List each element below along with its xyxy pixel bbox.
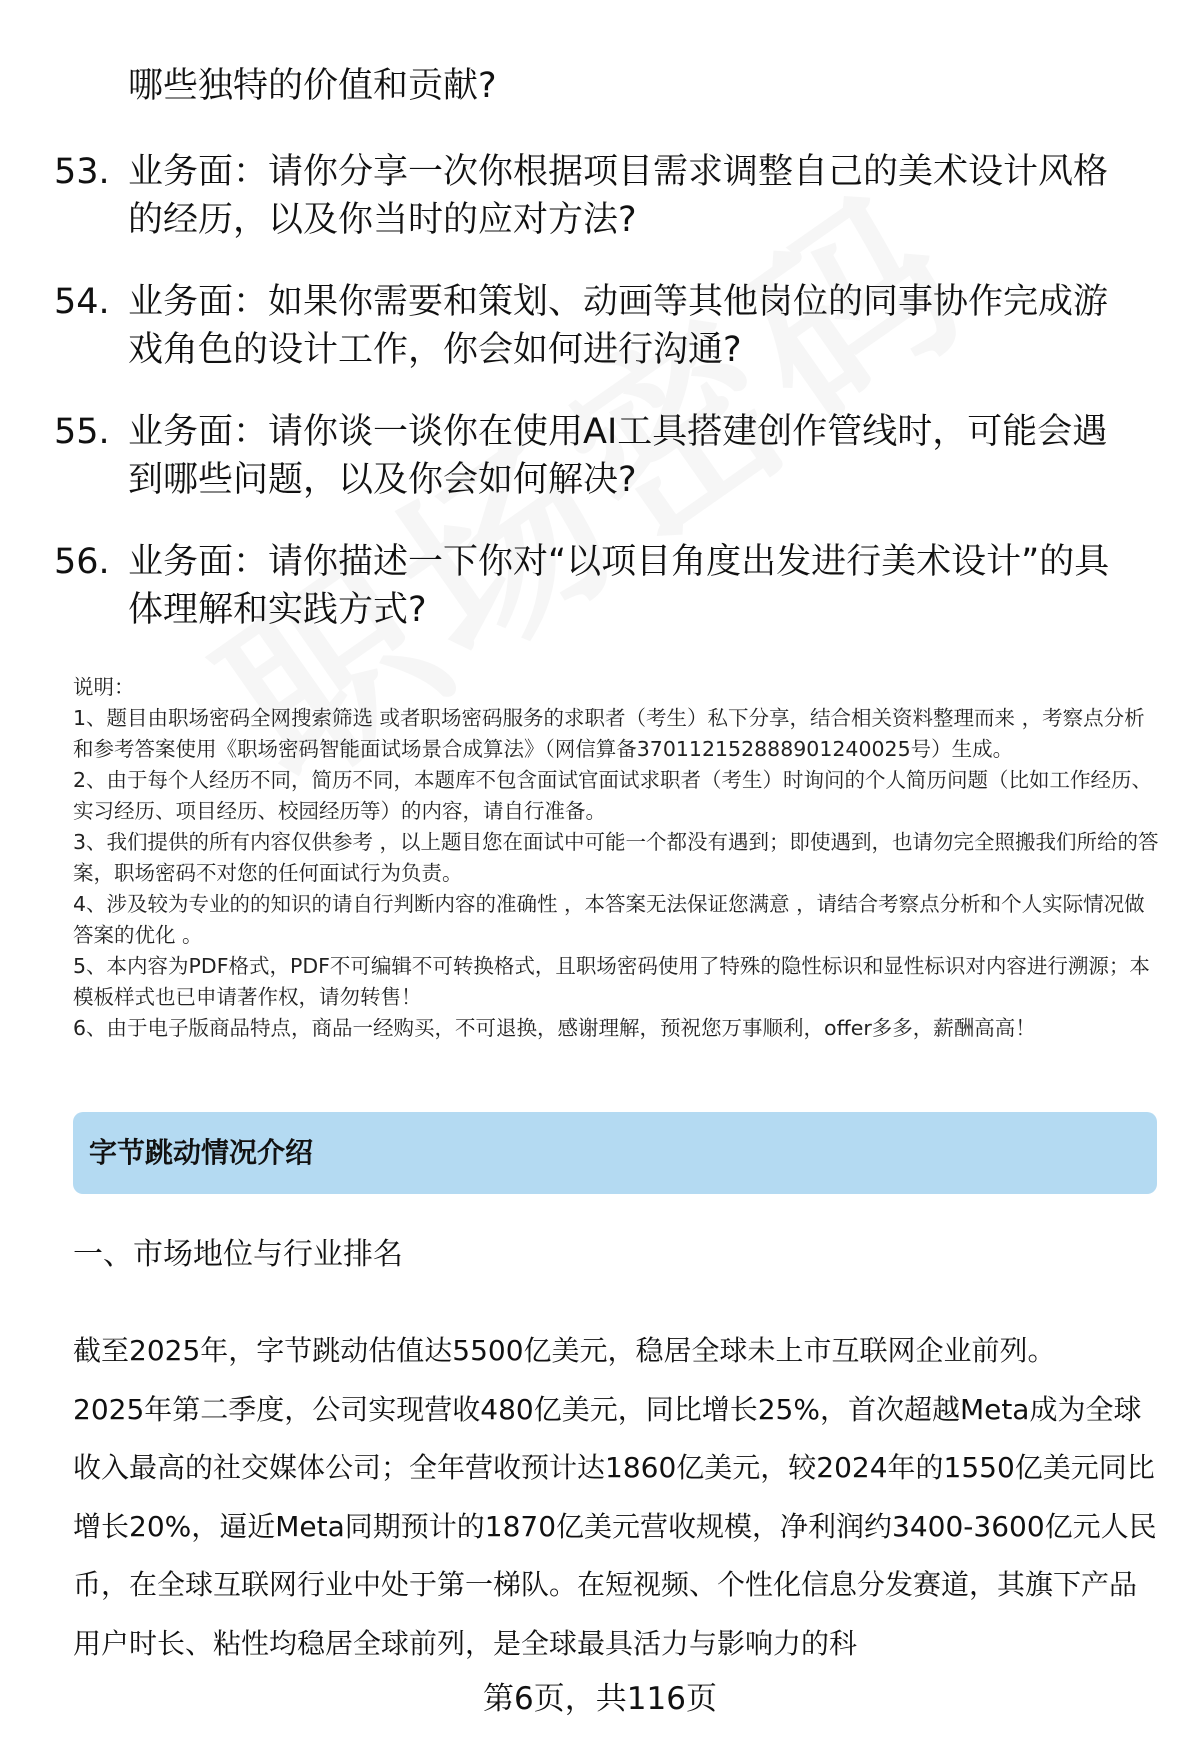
notes-block xyxy=(73,672,1163,1044)
note-item: 1、题目由职场密码全网搜索筛选 或者职场密码服务的求职者（考生）私下分享，结合相关资料整理而来 ，考察点分析和参考答案使用《职场密码智能面试场景合成算法》（网信算备370112152888901240025号）生成。 xyxy=(73,706,1145,761)
question-54 xyxy=(0,278,1200,378)
question-text: 业务面：如果你需要和策划、动画等其他岗位的同事协作完成游戏角色的设计工作，你会如何进行沟通? xyxy=(128,282,1109,370)
question-number: 54. xyxy=(54,282,110,322)
note-item: 3、我们提供的所有内容仅供参考 ，以上题目您在面试中可能一个都没有遇到；即使遇到，也请勿完全照搬我们所给的答案，职场密码不对您的任何面试行为负责。 xyxy=(73,830,1159,885)
paragraph: 截至2025年，字节跳动估值达5500亿美元，稳居全球未上市互联网企业前列。 xyxy=(73,1334,1056,1367)
section-title: 字节跳动情况介绍 xyxy=(89,1136,314,1169)
section-header xyxy=(73,1112,1157,1194)
question-number: 55. xyxy=(54,412,110,452)
question-number: 53. xyxy=(54,152,110,192)
note-item: 5、本内容为PDF格式，PDF不可编辑不可转换格式，且职场密码使用了特殊的隐性标识和显性标识对内容进行溯源；本模板样式也已申请著作权，请勿转售！ xyxy=(73,954,1150,1009)
question-text: 业务面：请你分享一次你根据项目需求调整自己的美术设计风格的经历，以及你当时的应对方法? xyxy=(128,152,1109,240)
note-item: 4、涉及较为专业的的知识的请自行判断内容的准确性 ，本答案无法保证您满意 ，请结合考察点分析和个人实际情况做答案的优化 。 xyxy=(73,892,1145,947)
question-text: 业务面：请你谈一谈你在使用AI工具搭建创作管线时，可能会遇到哪些问题，以及你会如何解决? xyxy=(128,412,1108,500)
question-55 xyxy=(0,408,1200,508)
page-footer: 第6页，共116页 xyxy=(483,1681,717,1717)
subheading: 一、市场地位与行业排名 xyxy=(73,1237,403,1272)
note-item: 6、由于电子版商品特点，商品一经购买，不可退换，感谢理解，预祝您万事顺利，offer多多，薪酬高高！ xyxy=(73,1016,1036,1040)
question-number: 56. xyxy=(54,542,110,582)
paragraph: 2025年第二季度，公司实现营收480亿美元，同比增长25%，首次超越Meta成为全球收入最高的社交媒体公司；全年营收预计达1860亿美元，较2024年的1550亿美元同比增长20%，逼近Meta同期预计的1870亿美元营收规模，净利润约3400-3600亿元人民币，在全球互联网行业中处于第一梯队。在短视频、个性化信息分发赛道，其旗下产品用户时长、粘性均稳居全球前列，是全球最具活力与影响力的科 xyxy=(73,1392,1157,1660)
question-53 xyxy=(0,148,1200,248)
notes-title: 说明： xyxy=(73,675,135,699)
note-item: 2、由于每个人经历不同，简历不同，本题库不包含面试官面试求职者（考生）时询问的个人简历问题（比如工作经历、实习经历、项目经历、校园经历等）的内容，请自行准备。 xyxy=(73,768,1153,823)
question-continuation: 哪些独特的价值和贡献? xyxy=(128,66,497,106)
body-text xyxy=(73,1322,1163,1673)
question-text: 业务面：请你描述一下你对“以项目角度出发进行美术设计”的具体理解和实践方式? xyxy=(128,542,1110,630)
question-56 xyxy=(0,538,1200,638)
